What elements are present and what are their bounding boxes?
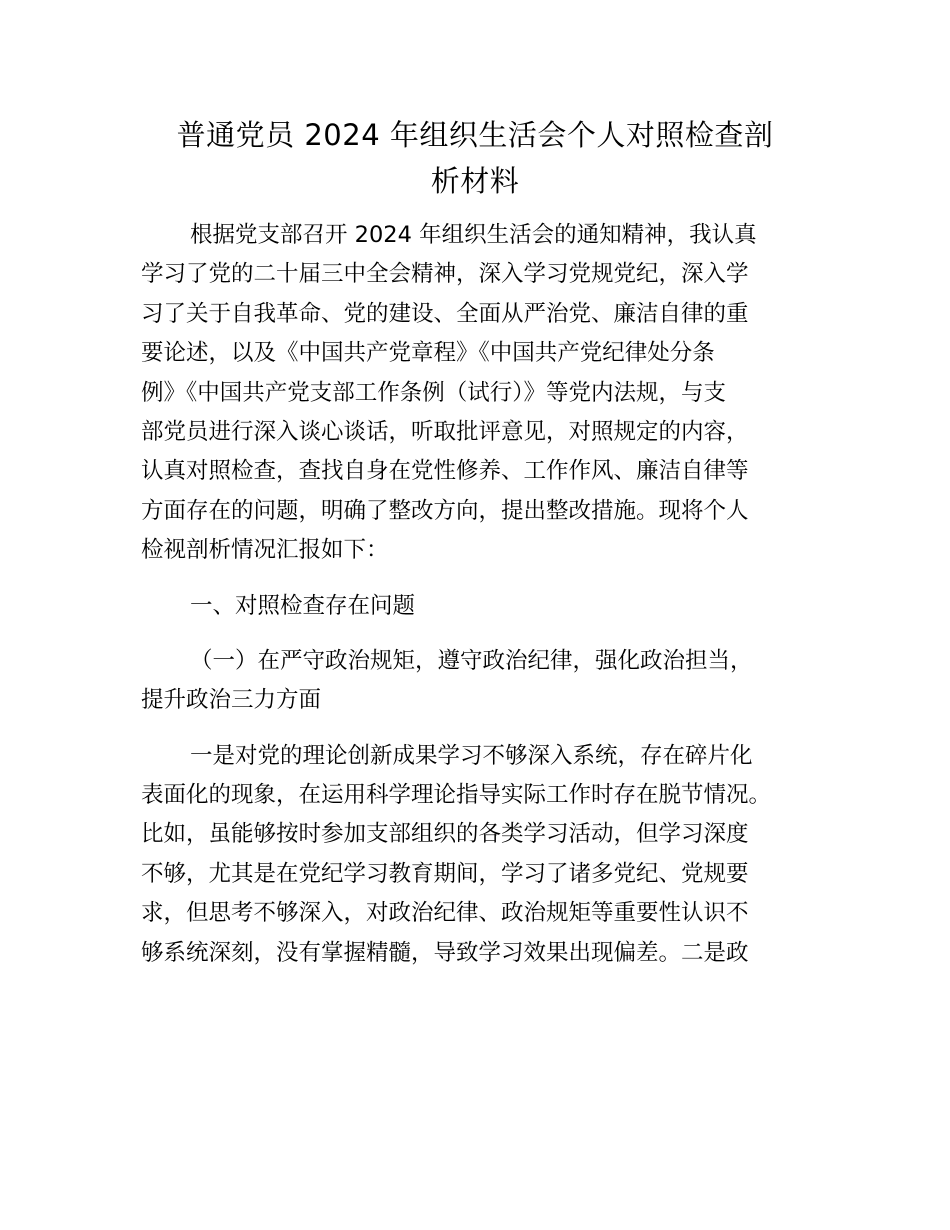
paragraph-line: 部党员进行深入谈心谈话，听取批评意见，对照规定的内容， — [141, 418, 749, 445]
document-title — [140, 112, 810, 204]
title-line-1: 普通党员 2024 年组织生活会个人对照检查剖 — [176, 118, 774, 152]
subsection-heading — [141, 642, 811, 721]
paragraph-line: 一是对党的理论创新成果学习不够深入系统，存在碎片化 — [190, 742, 753, 769]
paragraph-spacer — [141, 571, 811, 587]
heading-line: 一、对照检查存在问题 — [190, 592, 416, 619]
paragraph-line: 比如，虽能够按时参加支部组织的各类学习活动，但学习深度 — [141, 821, 749, 848]
section-heading — [141, 587, 811, 626]
paragraph-line: 认真对照检查，查找自身在党性修养、工作作风、廉洁自律等 — [141, 458, 749, 485]
paragraph-line: 方面存在的问题，明确了整改方向，提出整改措施。现将个人 — [141, 497, 749, 524]
paragraph-spacer — [141, 626, 811, 642]
document-body — [141, 216, 811, 973]
paragraph-line: 够系统深刻，没有掌握精髓，导致学习效果出现偏差。二是政 — [141, 939, 749, 966]
paragraph-line: 检视剖析情况汇报如下： — [141, 537, 389, 564]
heading-line: （一）在严守政治规矩，遵守政治纪律，强化政治担当， — [190, 647, 753, 674]
paragraph-line: 例》《中国共产党支部工作条例（试行）》等党内法规，与支 — [141, 379, 727, 406]
paragraph-line: 根据党支部召开 2024 年组织生活会的通知精神，我认真 — [190, 222, 757, 248]
paragraph-line: 要论述，以及《中国共产党章程》《中国共产党纪律处分条 — [141, 340, 715, 367]
title-line-2: 析材料 — [430, 164, 520, 198]
paragraph-intro — [141, 216, 811, 571]
paragraph-problems — [141, 737, 811, 973]
heading-line: 提升政治三力方面 — [141, 687, 322, 714]
paragraph-spacer — [141, 721, 811, 737]
paragraph-line: 表面化的现象，在运用科学理论指导实际工作时存在脱节情况。 — [141, 782, 772, 809]
paragraph-line: 不够，尤其是在党纪学习教育期间，学习了诸多党纪、党规要 — [141, 860, 749, 887]
paragraph-line: 求，但思考不够深入，对政治纪律、政治规矩等重要性认识不 — [141, 900, 749, 927]
paragraph-line: 习了关于自我革命、党的建设、全面从严治党、廉洁自律的重 — [141, 300, 749, 327]
paragraph-line: 学习了党的二十届三中全会精神，深入学习党规党纪，深入学 — [141, 261, 749, 288]
